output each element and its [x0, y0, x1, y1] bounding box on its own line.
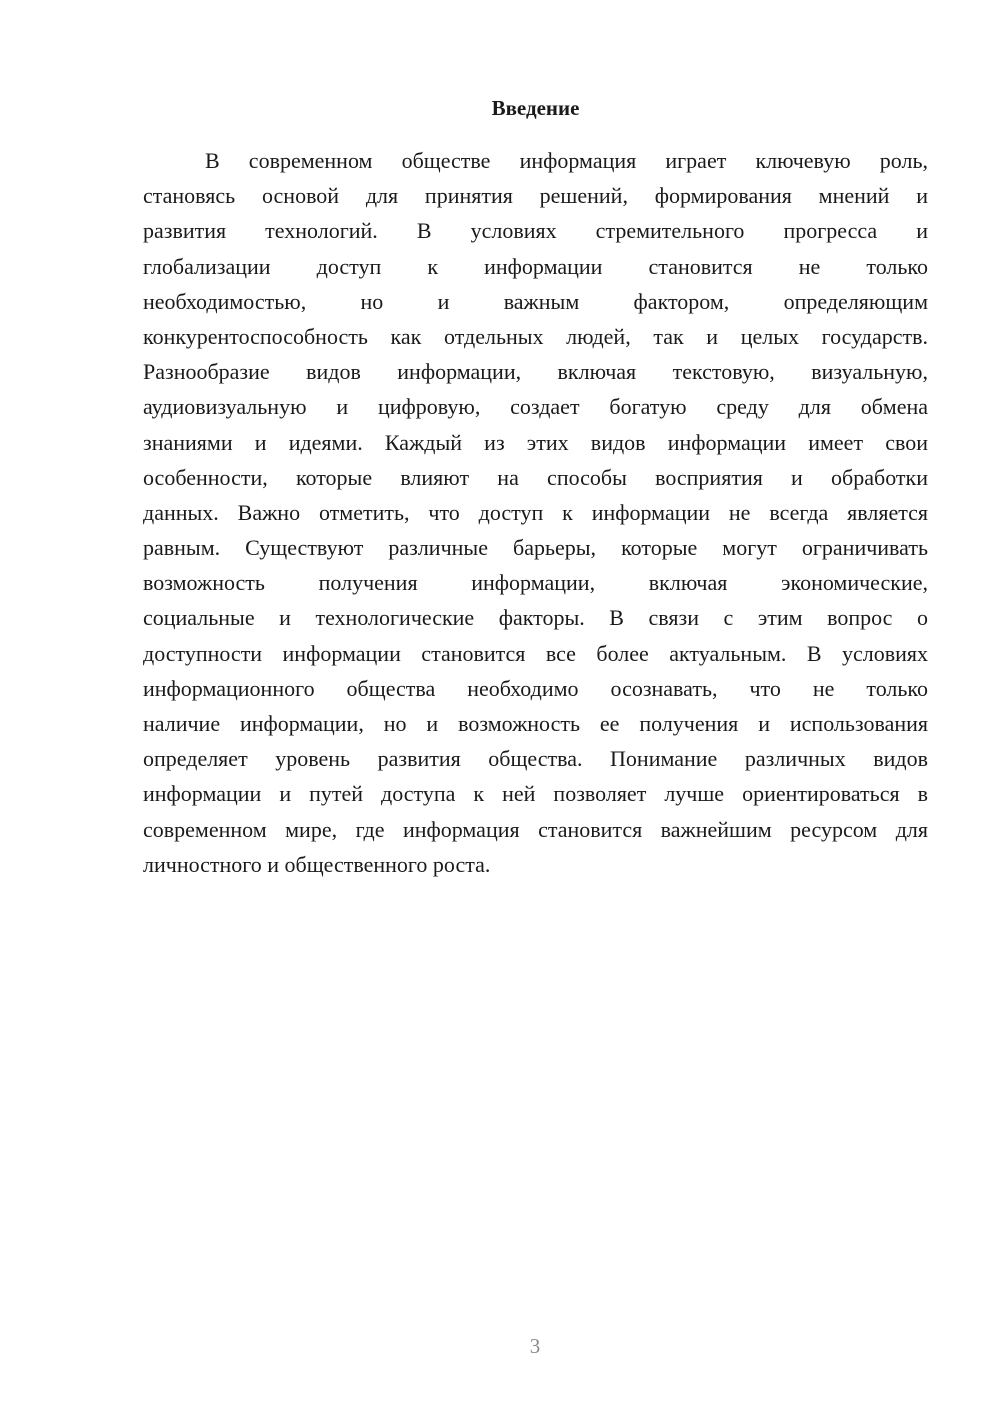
text-line: равным. Существуют различные барьеры, которые могут ограничивать: [143, 535, 928, 561]
text-line: данных. Важно отметить, что доступ к информации не всегда является: [143, 499, 928, 525]
text-line: становясь основой для принятия решений, формирования мнений и: [143, 183, 928, 209]
text-line: глобализации доступ к информации становится не только: [143, 253, 928, 279]
text-line: В современном обществе информация играет ключевую роль,: [205, 148, 928, 173]
text-line: возможность получения информации, включая экономические,: [143, 570, 928, 596]
text-line: конкурентоспособность как отдельных людей, так и целых государств.: [143, 323, 928, 349]
text-line: информационного общества необходимо осознавать, что не только: [143, 675, 928, 701]
section-title: Введение: [491, 96, 580, 120]
text-line: определяет уровень развития общества. Понимание различных видов: [143, 746, 928, 772]
text-line: наличие информации, но и возможность ее получения и использования: [143, 711, 928, 736]
text-line: современном мире, где информация становится важнейшим ресурсом для: [143, 816, 928, 842]
text-line: необходимостью, но и важным фактором, определяющим: [143, 288, 928, 314]
text-line: социальные и технологические факторы. В связи с этим вопрос о: [143, 605, 928, 631]
text-line: особенности, которые влияют на способы восприятия и обработки: [143, 464, 928, 490]
text-line: знаниями и идеями. Каждый из этих видов информации имеет свои: [143, 429, 928, 455]
text-line: Разнообразие видов информации, включая текстовую, визуальную,: [143, 359, 928, 385]
body-paragraph: [143, 143, 928, 882]
text-line: доступности информации становится все более актуальным. В условиях: [143, 640, 928, 666]
text-line: информации и путей доступа к ней позволяет лучше ориентироваться в: [143, 781, 928, 807]
text-line: личностного и общественного роста.: [143, 851, 491, 877]
page-number: 3: [529, 1334, 541, 1358]
text-line: развития технологий. В условиях стремительного прогресса и: [143, 218, 928, 244]
text-line: аудиовизуальную и цифровую, создает богатую среду для обмена: [143, 394, 928, 420]
